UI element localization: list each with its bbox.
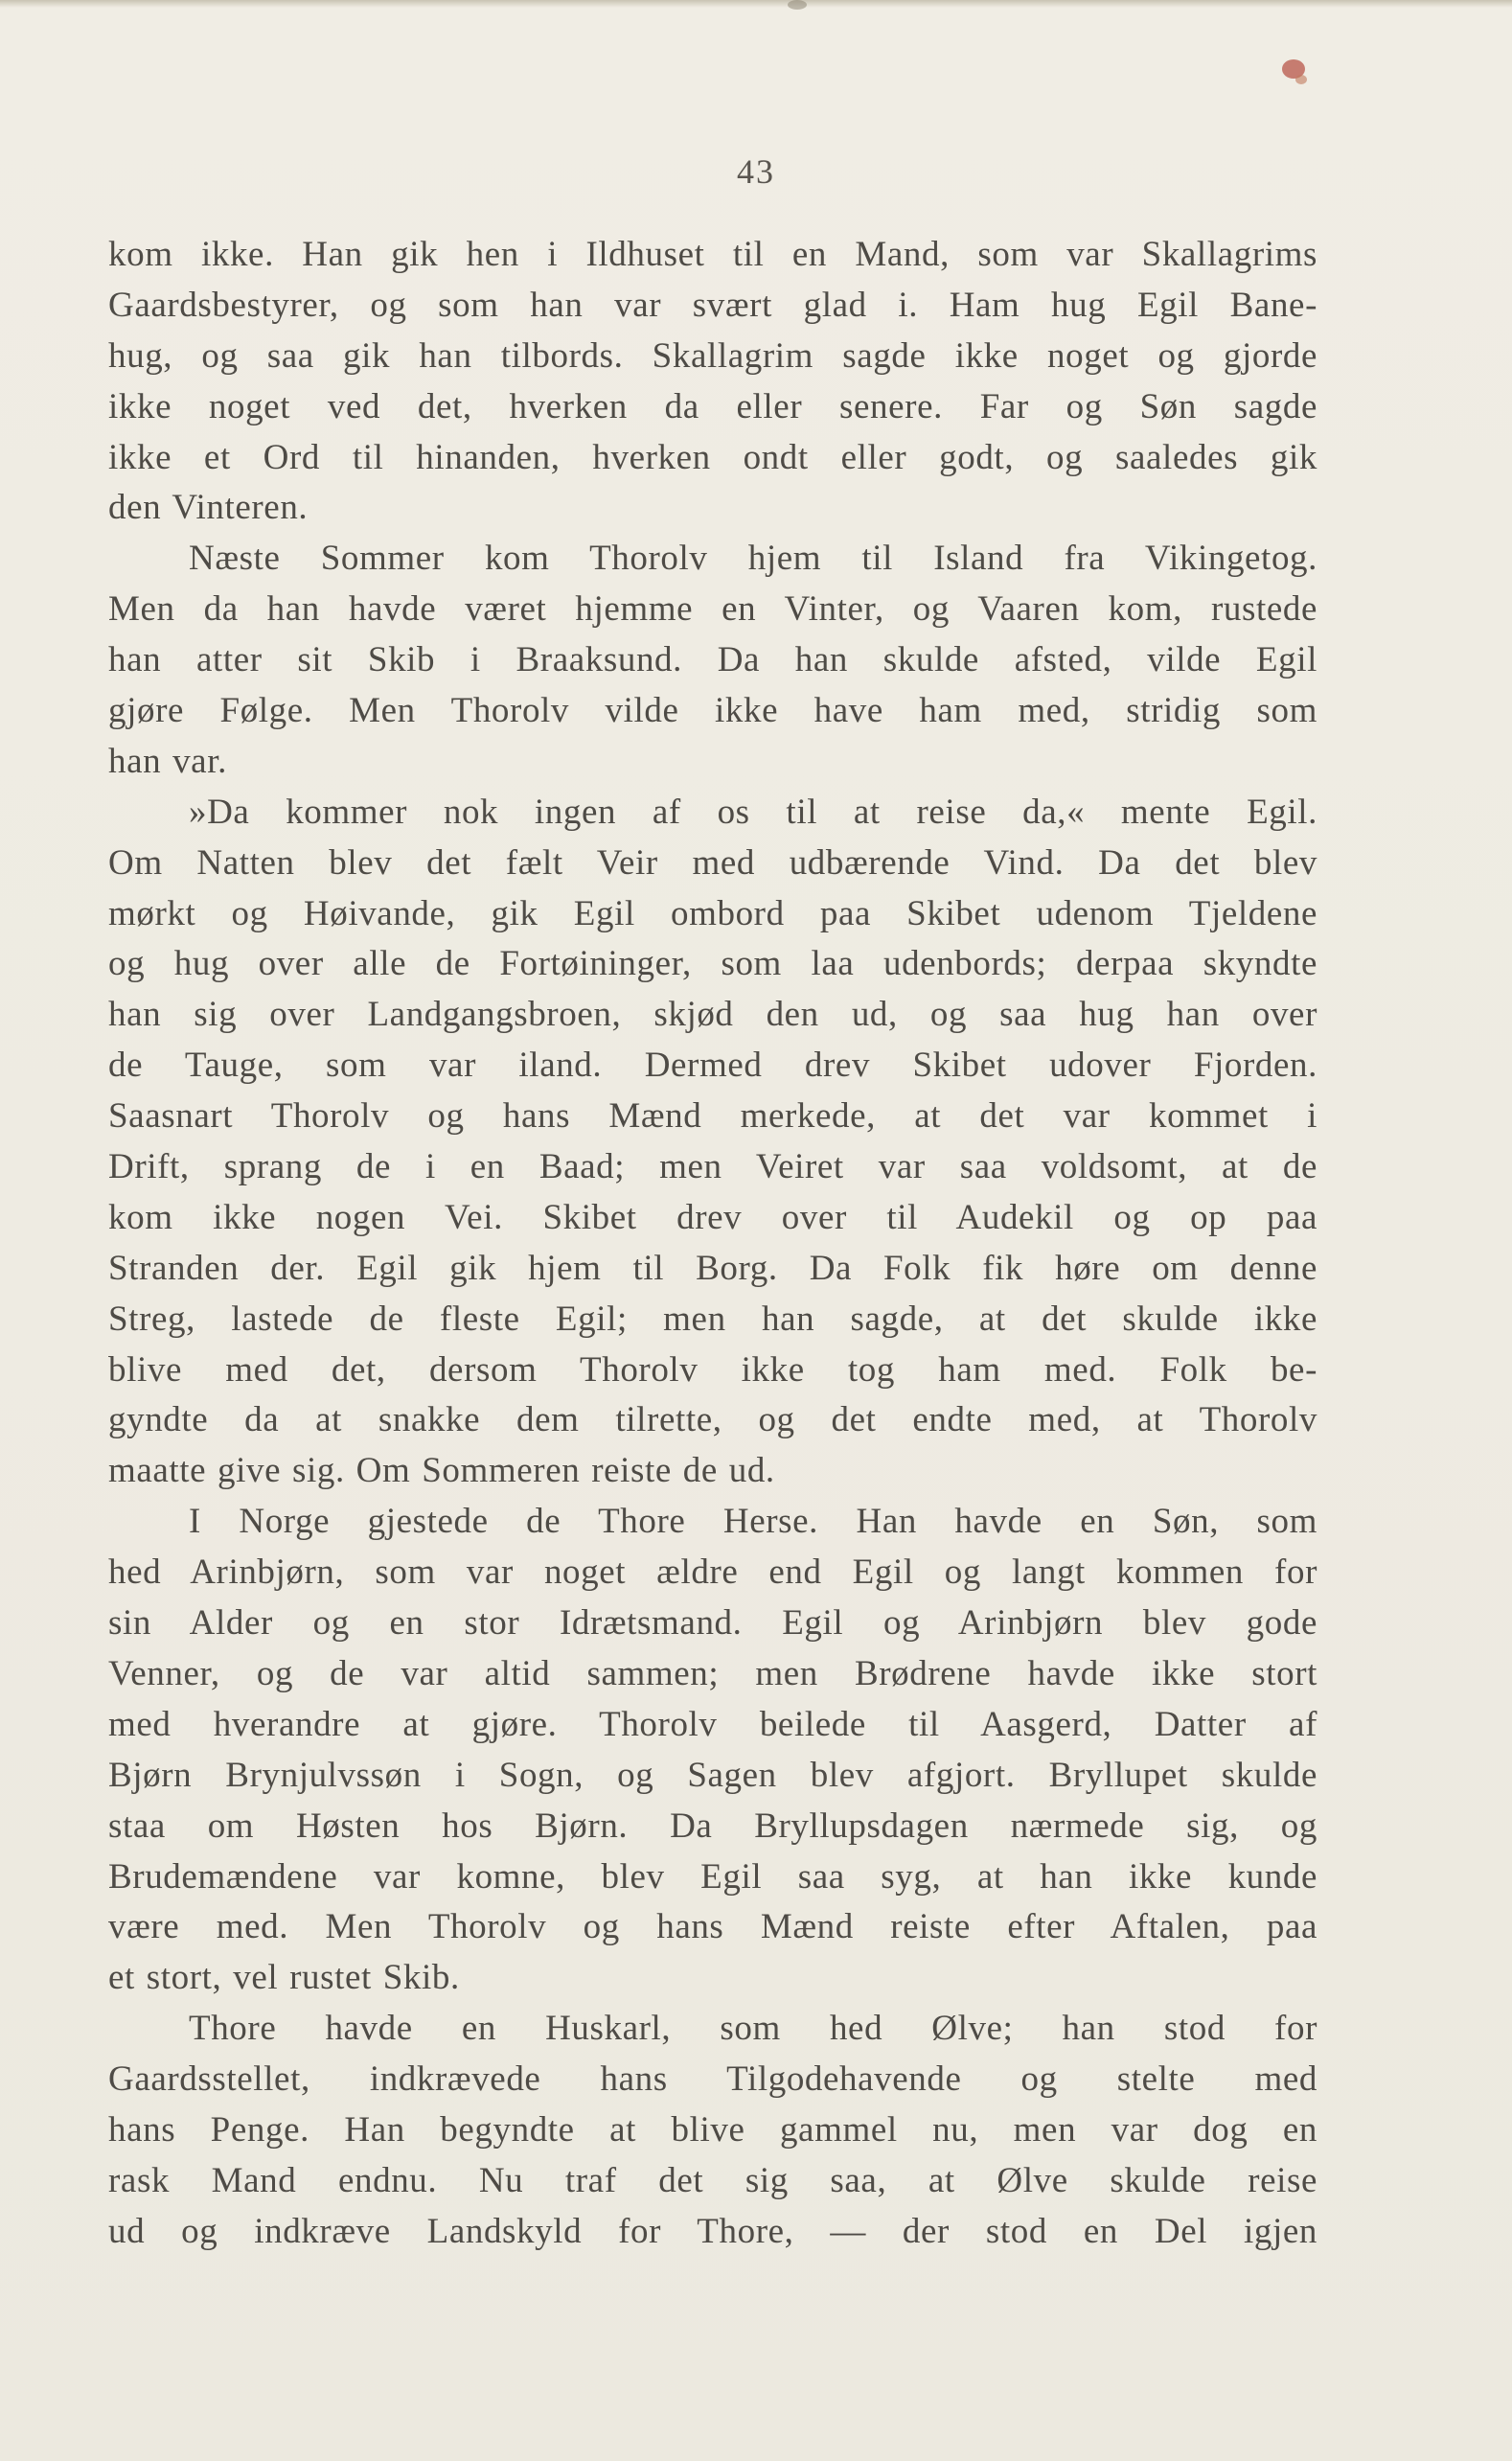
text-line: ikke noget ved det, hverken da eller senere. Far og Søn sagde xyxy=(108,386,1317,426)
text-line: mørkt og Høivande, gik Egil ombord paa Skibet udenom Tjeldene xyxy=(108,893,1317,933)
text-line: de Tauge, som var iland. Dermed drev Skibet udover Fjorden. xyxy=(108,1046,1317,1086)
paragraph-first-line: I Norge gjestede de Thore Herse. Han havde en Søn, som xyxy=(189,1502,1317,1542)
text-line: hug, og saa gik han tilbords. Skallagrim sagde ikke noget og gjorde xyxy=(108,335,1317,376)
text-line: den Vinteren. xyxy=(108,488,309,528)
page-top-edge xyxy=(0,0,1512,8)
text-line: Om Natten blev det fælt Veir med udbærende Vind. Da det blev xyxy=(108,842,1317,883)
body-text xyxy=(108,230,1317,2258)
text-line: Men da han havde været hjemme en Vinter, og Vaaren kom, rustede xyxy=(108,589,1317,630)
text-line: gjøre Følge. Men Thorolv vilde ikke have ham med, stridig som xyxy=(108,691,1317,731)
text-line: staa om Høsten hos Bjørn. Da Bryllupsdagen nærmede sig, og xyxy=(108,1806,1317,1846)
text-line: Bjørn Brynjulvssøn i Sogn, og Sagen blev afgjort. Bryllupet skulde xyxy=(108,1755,1317,1795)
text-line: rask Mand endnu. Nu traf det sig saa, at Ølve skulde reise xyxy=(108,2160,1317,2200)
text-line: Drift, sprang de i en Baad; men Veiret var saa voldsomt, at de xyxy=(108,1147,1317,1187)
paragraph-first-line: Næste Sommer kom Thorolv hjem til Island fra Vikingetog. xyxy=(189,539,1317,579)
text-line: kom ikke. Han gik hen i Ildhuset til en Mand, som var Skallagrims xyxy=(108,235,1317,274)
text-line: Brudemændene var komne, blev Egil saa syg, at han ikke kunde xyxy=(108,1856,1317,1897)
text-line: og hug over alle de Fortøininger, som laa udenbords; derpaa skyndte xyxy=(108,944,1317,984)
text-line: han sig over Landgangsbroen, skjød den ud, og saa hug han over xyxy=(108,995,1317,1035)
text-line: gyndte da at snakke dem tilrette, og det endte med, at Thorolv xyxy=(108,1400,1317,1440)
text-line: han var. xyxy=(108,741,227,781)
text-line: ud og indkræve Landskyld for Thore, — der stod en Del igjen xyxy=(108,2211,1317,2251)
text-line: hed Arinbjørn, som var noget ældre end Egil og langt kommen for xyxy=(108,1552,1317,1593)
ink-stain xyxy=(1295,75,1307,84)
page-number: 43 xyxy=(737,152,775,191)
text-line: Streg, lastede de fleste Egil; men han sagde, at det skulde ikke xyxy=(108,1299,1317,1339)
text-line: Stranden der. Egil gik hjem til Borg. Da Folk fik høre om denne xyxy=(108,1248,1317,1288)
text-line: være med. Men Thorolv og hans Mænd reiste efter Aftalen, paa xyxy=(108,1907,1317,1947)
text-line: maatte give sig. Om Sommeren reiste de ud. xyxy=(108,1451,775,1491)
text-line: med hverandre at gjøre. Thorolv beilede til Aasgerd, Datter af xyxy=(108,1704,1317,1744)
paragraph-first-line: »Da kommer nok ingen af os til at reise da,« mente Egil. xyxy=(189,792,1317,832)
text-line: Gaardsstellet, indkrævede hans Tilgodehavende og stelte med xyxy=(108,2059,1317,2100)
paragraph-first-line: Thore havde en Huskarl, som hed Ølve; han stod for xyxy=(189,2009,1317,2049)
text-line: hans Penge. Han begyndte at blive gammel nu, men var dog en xyxy=(108,2109,1317,2150)
text-line: blive med det, dersom Thorolv ikke tog ham med. Folk be- xyxy=(108,1349,1317,1390)
text-line: Gaardsbestyrer, og som han var svært glad i. Ham hug Egil Bane- xyxy=(108,285,1317,325)
text-line: Venner, og de var altid sammen; men Brødrene havde ikke stort xyxy=(108,1653,1317,1693)
text-line: kom ikke nogen Vei. Skibet drev over til Audekil og op paa xyxy=(108,1197,1317,1237)
text-line: Saasnart Thorolv og hans Mænd merkede, at det var kommet i xyxy=(108,1096,1317,1137)
ink-stain xyxy=(788,0,807,10)
text-line: han atter sit Skib i Braaksund. Da han skulde afsted, vilde Egil xyxy=(108,640,1317,680)
text-line: sin Alder og en stor Idrætsmand. Egil og Arinbjørn blev gode xyxy=(108,1603,1317,1644)
text-line: et stort, vel rustet Skib. xyxy=(108,1958,460,1998)
text-line: ikke et Ord til hinanden, hverken ondt eller godt, og saaledes gik xyxy=(108,437,1317,477)
